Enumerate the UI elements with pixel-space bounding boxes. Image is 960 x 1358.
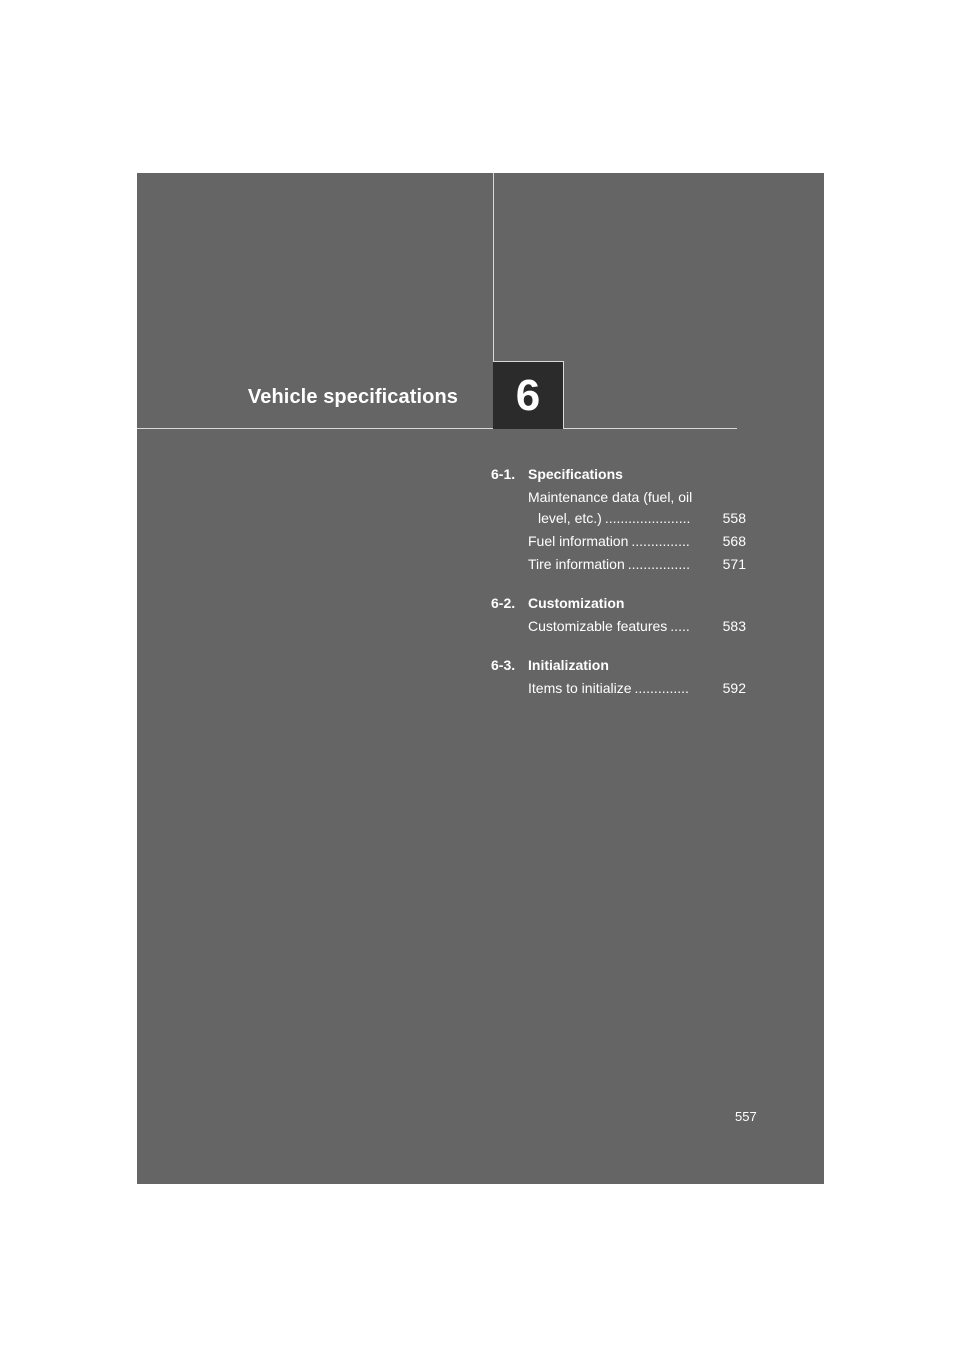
entry-page: 571 xyxy=(722,556,746,572)
toc-entry-customizable-features[interactable] xyxy=(491,616,746,637)
entry-page: 558 xyxy=(722,510,746,526)
chapter-number: 6 xyxy=(515,371,541,420)
section-number: 6-2. xyxy=(491,595,516,611)
leader-dots: ................ xyxy=(627,556,690,572)
toc-section-heading[interactable] xyxy=(491,655,746,676)
toc-section-initialization xyxy=(491,655,746,699)
entry-text: Tire information xyxy=(528,556,625,572)
toc-entry-items-to-initialize[interactable] xyxy=(491,678,746,699)
toc-entry-tire-information[interactable] xyxy=(491,554,746,575)
leader-dots: ...................... xyxy=(604,510,691,526)
leader-dots: ............... xyxy=(631,533,690,549)
chapter-title: Vehicle specifications xyxy=(247,386,458,408)
section-title: Specifications xyxy=(528,466,623,482)
section-number: 6-1. xyxy=(491,466,516,482)
entry-page: 592 xyxy=(722,680,746,696)
toc-entry-maintenance-data[interactable] xyxy=(491,487,746,529)
entry-text: Fuel information xyxy=(528,533,629,549)
entry-text-continued: level, etc.) xyxy=(538,510,602,526)
toc-section-customization xyxy=(491,593,746,637)
toc-entry-fuel-information[interactable] xyxy=(491,531,746,552)
entry-text: Items to initialize xyxy=(528,680,632,696)
horizontal-rule xyxy=(137,428,737,429)
section-number: 6-3. xyxy=(491,657,516,673)
section-title: Initialization xyxy=(528,657,609,673)
entry-page: 568 xyxy=(722,533,746,549)
leader-dots: ..... xyxy=(670,618,690,634)
section-title: Customization xyxy=(528,595,625,611)
toc-section-heading[interactable] xyxy=(491,593,746,614)
entry-text: Maintenance data (fuel, oil xyxy=(528,489,693,505)
chapter-panel xyxy=(137,173,824,1184)
entry-text: Customizable features xyxy=(528,618,668,634)
toc-section-heading[interactable] xyxy=(491,464,746,485)
table-of-contents xyxy=(491,464,746,717)
chapter-number-box xyxy=(493,361,564,429)
toc-section-specifications xyxy=(491,464,746,575)
page-number: 557 xyxy=(735,1109,757,1124)
entry-page: 583 xyxy=(722,618,746,634)
leader-dots: .............. xyxy=(634,680,689,696)
vertical-rule xyxy=(493,173,494,363)
